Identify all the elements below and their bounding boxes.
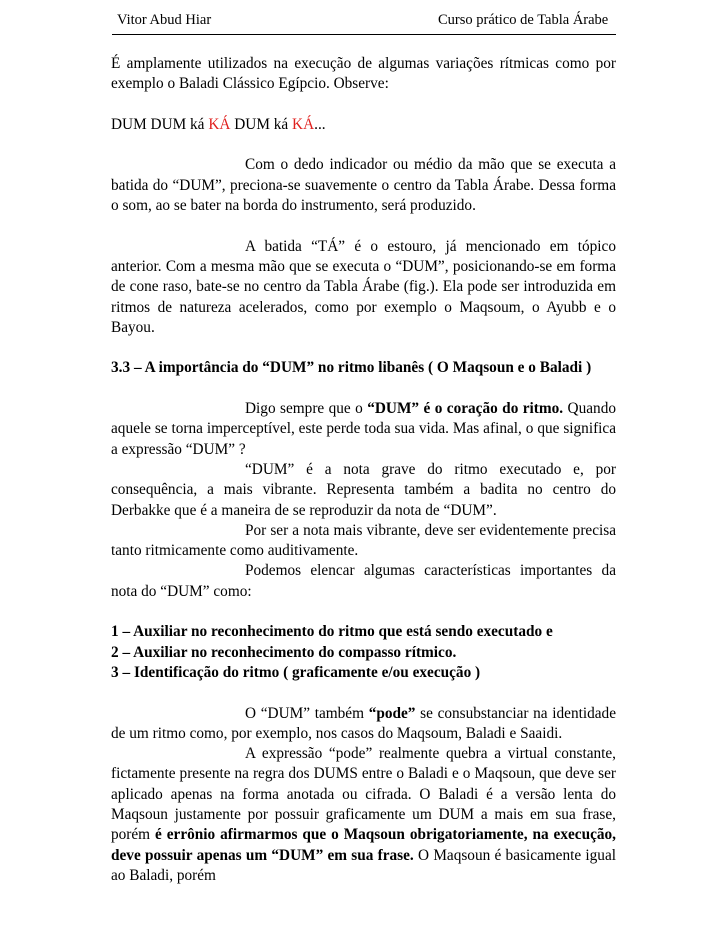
spacer bbox=[111, 338, 616, 358]
heart-text-after: Quando aquele se torna imperceptível, este perde toda sua vida. Mas afinal, o que significa a expressão “DUM” ? bbox=[111, 400, 616, 458]
example-part-1: DUM DUM ká bbox=[111, 115, 209, 133]
intro-paragraph: É amplamente utilizados na execução de algumas variações rítmicas como por exemplo o Baladi Clássico Egípcio. Observe: bbox=[111, 55, 616, 93]
rhythm-example bbox=[111, 115, 616, 135]
expression-text-before: A expressão “pode” realmente quebra a virtual constante, fictamente presente na regra dos DUMS entre o Baladi e o Maqsoun, que deve ser aplicado apenas na forma anotada ou cifrada. O Baladi é a versão lenta do Maqsoun justamente por possuir graficamente um DUM a mais em sua frase, porém bbox=[111, 745, 616, 844]
example-part-2: DUM ká bbox=[230, 115, 293, 133]
paragraph-ta-technique: A batida “TÁ” é o estouro, já mencionado em tópico anterior. Com a mesma mão que se executa o “DUM”, posicionando-se em forma de cone raso, bate-se no centro da Tabla Árabe (fig.). Ela pode ser introduzida em ritmos de natureza acelerados, como por exemplo o Maqsoum, o Ayubb e o Bayou. bbox=[111, 237, 616, 336]
example-accent-2: KÁ bbox=[292, 115, 315, 133]
heart-text-bold: “DUM” é o coração do ritmo. bbox=[367, 400, 564, 418]
header-rule bbox=[112, 34, 616, 35]
paragraph-precision: Por ser a nota mais vibrante, deve ser evidentemente precisa tanto ritmicamente como auditivamente. bbox=[111, 521, 616, 560]
header-author: Vitor Abud Hiar bbox=[117, 12, 212, 28]
paragraph-characteristics: Podemos elencar algumas características importantes da nota do “DUM” como: bbox=[111, 562, 616, 600]
expression-text-after: O Maqsoun é basicamente igual ao Baladi, porém bbox=[111, 846, 616, 884]
example-part-3: ... bbox=[314, 115, 326, 133]
list-item: 2 – Auxiliar no reconhecimento do compasso rítmico. bbox=[111, 643, 457, 661]
list-item: 3 – Identificação do ritmo ( graficamente e/ou execução ) bbox=[111, 663, 481, 681]
can-text-before: O “DUM” também bbox=[245, 704, 369, 722]
example-accent-1: KÁ bbox=[208, 115, 231, 133]
spacer bbox=[111, 216, 616, 236]
can-text-bold: “pode” bbox=[368, 704, 416, 722]
paragraph-heart-of-rhythm bbox=[111, 399, 616, 460]
header-course-title: Curso prático de Tabla Árabe bbox=[438, 12, 609, 28]
spacer bbox=[111, 135, 616, 155]
paragraph-can-identity bbox=[111, 704, 616, 745]
section-heading: 3.3 – A importância do “DUM” no ritmo libanês ( O Maqsoun e o Baladi ) bbox=[111, 359, 592, 377]
page-header bbox=[117, 12, 617, 32]
expression-text-bold: é errônio afirmarmos que o Maqsoun obrigatoriamente, na execução, deve possuir apenas um “DUM” em sua frase. bbox=[111, 826, 616, 864]
spacer bbox=[111, 95, 616, 115]
document-body bbox=[111, 54, 616, 886]
heart-text-before: Digo sempre que o bbox=[245, 400, 368, 418]
spacer bbox=[111, 683, 616, 703]
paragraph-dum-technique: Com o dedo indicador ou médio da mão que se executa a batida do “DUM”, preciona-se suavemente o centro da Tabla Árabe. Dessa forma o som, ao se bater na borda do instrumento, será produzido. bbox=[111, 156, 616, 215]
spacer bbox=[111, 602, 616, 622]
paragraph-expression bbox=[111, 744, 616, 886]
spacer bbox=[111, 379, 616, 399]
list-item: 1 – Auxiliar no reconhecimento do ritmo que está sendo executado e bbox=[111, 623, 553, 641]
can-text-after: se consubstanciar na identidade de um ritmo como, por exemplo, nos casos do Maqsoum, Baladi e Saaidi. bbox=[111, 704, 617, 742]
paragraph-bass-note: “DUM” é a nota grave do ritmo executado e, por consequência, a mais vibrante. Representa também a badita no centro do Derbakke que é a maneira de se reproduzir da nota de “DUM”. bbox=[111, 460, 616, 519]
